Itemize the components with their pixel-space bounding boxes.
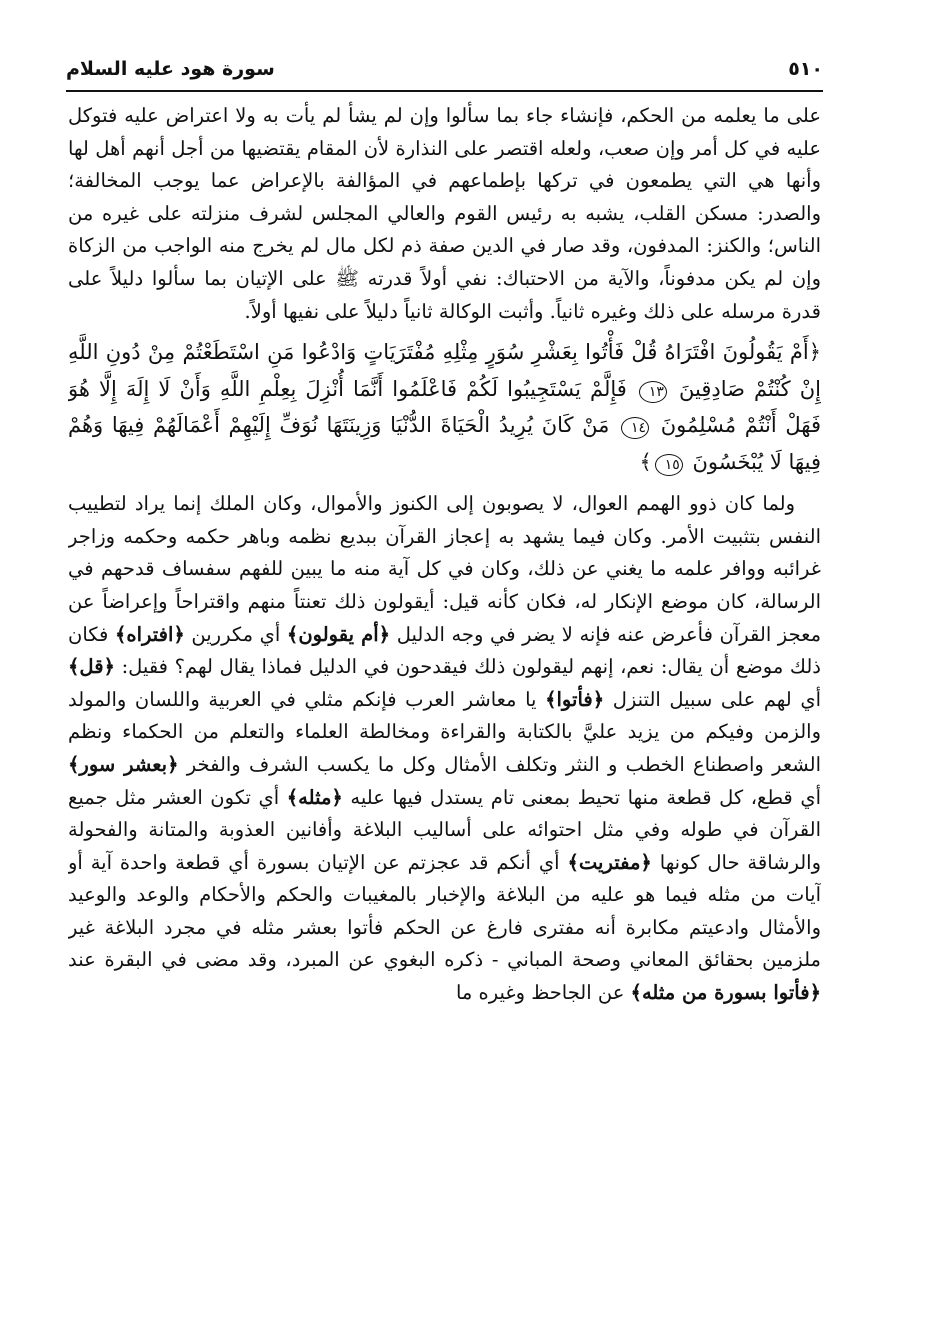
quran-open-bracket: ﴿ (808, 340, 821, 365)
commentary-paragraph-2 (68, 488, 821, 1010)
running-head (66, 52, 823, 86)
quoted-phrase-muftarayat: ﴿مفتريت﴾ (567, 850, 652, 874)
verse-13-text: أَمْ يَقُولُونَ افْتَرَاهُ قُلْ فَأْتُوا بِعَشْرِ سُوَرٍ مِثْلِهِ مُفْتَرَيَاتٍ وَادْعُوا مَنِ اسْتَطَعْتُمْ مِنْ دُونِ اللَّهِ إِنْ كُنْتُمْ صَادِقِينَ (68, 340, 821, 401)
commentary-paragraph-1: على ما يعلمه من الحكم، فإنشاء جاء بما سألوا وإن لم يشأ لم يأت به ولا اعتراض عليه فتوكل عليه في كل أمر وإن صعب، ولعله اقتصر على النذارة لأن المقام يقتضيها من أجل أنهم أهل لها وأنها هي التي يطمعون في تركها بإطماعهم في المؤالفة بالإعراض عما يوجب المخالفة؛ والصدر: مسكن القلب، يشبه به رئيس القوم والعالي المجلس لشرف منزلته على غيره من الناس؛ والكنز: المدفون، وقد صار في الدين صفة ذم لكل مال لم يخرج منه الواجب من الزكاة وإن لم يكن مدفوناً، والآية من الاحتباك: نفي أولاً قدرته ﷺ على الإتيان بما سألوا دليلاً على قدرة مرسله على ذلك وغيره ثانياً. وأثبت الوكالة ثانياً دليلاً على نفيها أولاً. (68, 104, 821, 323)
text-segment: فكان ذلك موضع أن يقال: نعم، إنهم ليقولون ذلك فيقدحون في الدليل فماذا يقال لهم؟ فقيل: (68, 622, 821, 679)
quoted-phrase-fatu: ﴿فأتوا﴾ (545, 687, 605, 711)
quoted-phrase-am-yaqulun: ﴿أم يقولون﴾ (286, 622, 391, 646)
quoted-phrase-fatu-bisura: ﴿فأتوا بسورة من مثله﴾ (630, 981, 821, 1005)
page-body (68, 100, 821, 1320)
verse-15-text: مَنْ كَانَ يُرِيدُ الْحَيَاةَ الدُّنْيَا وَزِينَتَهَا نُوَفِّ إِلَيْهِمْ أَعْمَالَهُمْ فِيهَا وَهُمْ فِيهَا لَا يُبْخَسُونَ (68, 413, 821, 474)
text-segment: أي قطع، كل قطعة منها تحيط بمعنى تام يستدل فيها عليه (350, 785, 821, 809)
text-segment: أي مكررين (191, 622, 281, 646)
verse-14-text: فَإِلَّمْ يَسْتَجِيبُوا لَكُمْ فَاعْلَمُوا أَنَّمَا أُنْزِلَ بِعِلْمِ اللَّهِ وَأَنْ لَا إِلَهَ إِلَّا هُوَ فَهَلْ أَنْتُمْ مُسْلِمُونَ (68, 376, 821, 438)
header-rule (66, 90, 823, 92)
text-segment: أي أنكم قد عجزتم عن الإتيان بسورة أي قطعة واحدة آية أو آيات من مثله فيما هو عليه من البلاغة والإخبار بالمغيبات والحكم والأحكام والوعد والوعيد والأمثال وادعيتم مكابرة أنه مفترى فارغ عن الحكم فأتوا بعشر مثله في مجرد البلاغة غير ملزمين بحقائق المعاني وصحة المباني - ذكره البغوي عن المبرد، وقد مضى في البقرة عند (68, 850, 821, 972)
quoted-phrase-iftarahu: ﴿افتراه﴾ (114, 622, 185, 646)
verse-number-15: ١٥ (655, 454, 683, 476)
text-segment: أي تكون العشر مثل جميع القرآن في طوله وفي مثل احتوائه على أساليب البلاغة وأفانين العذوبة والمتانة والفحولة والرشاقة حال كونها (68, 785, 821, 874)
page-number: ٥١٠ (788, 58, 823, 80)
text-segment: أي لهم على سبيل التنزل (612, 687, 821, 711)
quran-close-bracket: ﴾ (639, 449, 652, 474)
quoted-phrase-qul: ﴿قل﴾ (68, 655, 115, 679)
quran-verses-block (68, 334, 821, 480)
text-segment: ولما كان ذوو الهمم العوال، لا يصوبون إلى الكنوز والأموال، وكان الملك إنما يراد لتطييب النفس بتثبيت الأمر. وكان فيما يشهد به إعجاز القرآن ببديع نظمه وباهر حكمه وحكمه وزاجر غرائبه ووافر علمه ما يغني عن ذلك، وكان في كل آية منه ما يبين للفهم سفساف قدحهم في الرسالة، كان موضع الإنكار له، فكان كأنه قيل: أيقولون ذلك تعنتاً منهم واقتراحاً وإعراضاً عن معجز القرآن فأعرض عنه فإنه لا يضر في وجه الدليل (68, 492, 821, 646)
text-segment: يا معاشر العرب فإنكم مثلي في العربية واللسان والمولد والزمن وفيكم من يزيد عليَّ بالكتابة والقراءة ومخالطة العلماء والتعلم من الحكماء ونظم الشعر واصطناع الخطب و النثر وتكلف الأمثال وكل ما يكسب الشرف والفخر (68, 687, 821, 776)
verse-number-14: ١٤ (621, 417, 649, 439)
surah-title: سورة هود عليه السلام (66, 58, 275, 80)
text-segment: عن الجاحظ وغيره ما (455, 981, 625, 1005)
quoted-phrase-biashri-suwar: ﴿بعشر سور﴾ (68, 752, 179, 776)
verse-number-13: ١٣ (639, 381, 667, 403)
quoted-phrase-mithlihi: ﴿مثله﴾ (286, 785, 343, 809)
